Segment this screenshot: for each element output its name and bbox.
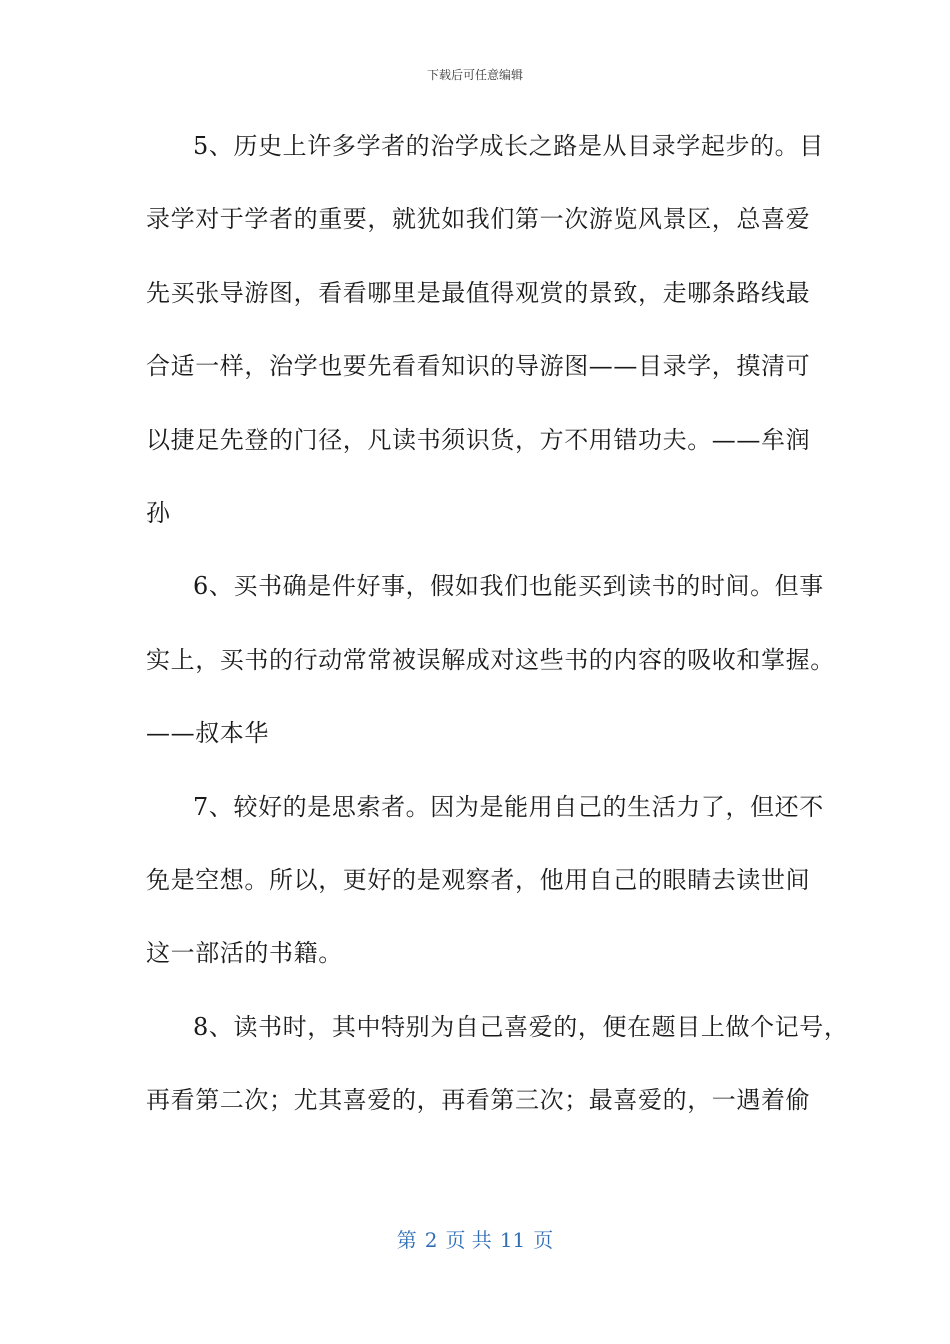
paragraph-7-line-1: 7、较好的是思索者。因为是能用自己的生活力了，但还不 <box>193 792 824 821</box>
paragraph-7-line-2: 免是空想。所以，更好的是观察者，他用自己的眼睛去读世间 <box>146 865 811 894</box>
paragraph-5-line-5: 以捷足先登的门径，凡读书须识货，方不用错功夫。——牟润 <box>146 425 811 454</box>
paragraph-7-line-3: 这一部活的书籍。 <box>146 939 343 968</box>
page-header-note: 下载后可任意编辑 <box>426 68 523 82</box>
footer-prefix: 第 <box>396 1228 417 1252</box>
paragraph-5-line-4: 合适一样，治学也要先看看知识的导游图——目录学，摸清可 <box>146 352 811 381</box>
paragraph-8-line-2: 再看第二次；尤其喜爱的，再看第三次；最喜爱的，一遇着偷 <box>146 1086 811 1115</box>
paragraph-5-line-3: 先买张导游图，看看哪里是最值得观赏的景致，走哪条路线最 <box>146 278 811 307</box>
paragraph-6-line-3: ——叔本华 <box>146 719 269 748</box>
footer-suffix: 页 <box>533 1228 554 1252</box>
paragraph-5-line-6: 孙 <box>146 498 171 527</box>
paragraph-6-line-2: 实上，买书的行动常常被误解成对这些书的内容的吸收和掌握。 <box>146 645 835 674</box>
footer-page-number: 2 <box>424 1228 438 1252</box>
footer-total-pages: 11 <box>499 1228 526 1252</box>
paragraph-8-line-1: 8、读书时，其中特别为自己喜爱的，便在题目上做个记号， <box>193 1012 849 1041</box>
body-text <box>146 118 849 1145</box>
paragraph-6-line-1: 6、买书确是件好事，假如我们也能买到读书的时间。但事 <box>193 572 824 601</box>
paragraph-5-line-1: 5、历史上许多学者的治学成长之路是从目录学起步的。目 <box>193 132 824 160</box>
page-footer <box>0 1224 950 1253</box>
paragraph-5-line-2: 录学对于学者的重要，就犹如我们第一次游览风景区，总喜爱 <box>146 205 811 234</box>
footer-middle: 页 共 <box>445 1228 492 1252</box>
